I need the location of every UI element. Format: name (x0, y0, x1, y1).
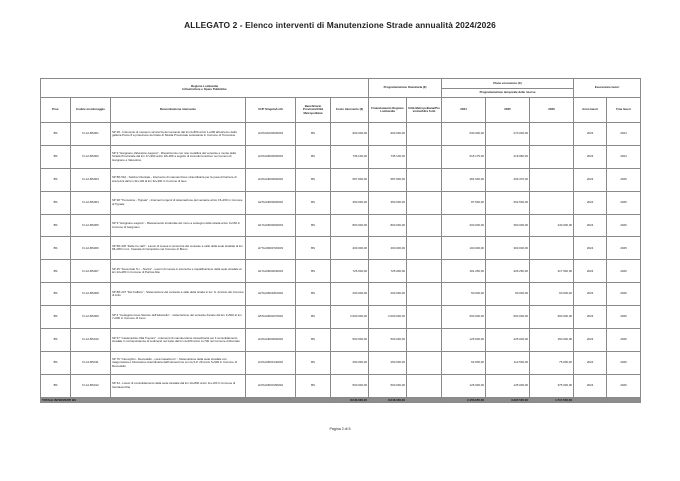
page-footer: Pagina 2 di 5 (329, 427, 351, 431)
cell-fine: 2026 (607, 214, 641, 237)
cell-cofinanziamento (407, 168, 442, 191)
table-row (41, 145, 641, 168)
cell-2024: 200.000,00 (442, 214, 486, 237)
cell-fine: 2025 (607, 191, 641, 214)
cell-beneficiario: BS (296, 283, 331, 306)
cell-2025: 270.000,00 (486, 123, 530, 146)
cell-codice: FI-12-BS005 (71, 214, 111, 237)
cell-finanziamento: 250.000,00 (369, 351, 407, 374)
cell-avvio: 2024 (574, 191, 607, 214)
cell-2024: 125.000,00 (442, 374, 486, 397)
cell-codice: FI-12-BS004 (71, 191, 111, 214)
cell-denominazione: SP BS 237 "Del Caffaro" - Sistemazione del versante a valle della strada in loc. S. Antonio del Comune di Anfo (111, 283, 246, 306)
cell-codice: FI-12-BS009 (71, 306, 111, 329)
cell-codice: FI-12-BS010 (71, 329, 111, 352)
cell-beneficiario: BS (296, 374, 331, 397)
cell-costo: 400.000,00 (331, 237, 369, 260)
cell-costo: 725.000,00 (331, 260, 369, 283)
cell-prov: BS (41, 351, 71, 374)
cell-codice: FI-12-BS012 (71, 374, 111, 397)
cell-finanziamento: 735.100,00 (369, 145, 407, 168)
cell-2026: 150.000,00 (530, 329, 574, 352)
cell-cup: H47H24000000002 (246, 329, 296, 352)
cell-finanziamento: 800.000,00 (369, 214, 407, 237)
cell-fine: 2026 (607, 374, 641, 397)
cell-denominazione: SP 64 - Lavori di consolidamento della sede stradale dal km 10+800 al km 11+100 in Comune di Verolavecchia (111, 374, 246, 397)
cell-fine: 2026 (607, 306, 641, 329)
totals-label: TOTALE INTERVENTI BS (41, 397, 331, 402)
interventions-table (40, 78, 641, 403)
cell-costo: 687.900,00 (331, 168, 369, 191)
table-row (41, 329, 641, 352)
cell-cofinanziamento (407, 123, 442, 146)
cell-cup: H27H23001810002 (246, 283, 296, 306)
cell-cup: H47H21000030003 (246, 123, 296, 146)
header-piano-economico: Piano economico (€) (442, 79, 574, 89)
cell-finanziamento: 2.000.000,00 (369, 306, 407, 329)
cell-avvio: 2024 (574, 283, 607, 306)
table-row (41, 306, 641, 329)
table-row (41, 260, 641, 283)
cell-finanziamento: 500.000,00 (369, 329, 407, 352)
cell-2026: 240.000,00 (530, 214, 574, 237)
cell-avvio: 2024 (574, 260, 607, 283)
cell-denominazione: SP 6 "Cedegolo-Cevo-Saviore dell'Adamello" - sistemazione del versante franato dal km 3+500 al km 7+000 in Comune di Cevo (111, 306, 246, 329)
cell-finanziamento: 687.900,00 (369, 168, 407, 191)
cell-avvio: 2024 (574, 237, 607, 260)
col-beneficiario: Beneficiario Provincia/Città Metropolitana (296, 98, 331, 123)
cell-2024: 125.000,00 (442, 329, 486, 352)
cell-codice: FI-12-BS001 (71, 123, 111, 146)
cell-finanziamento: 500.000,00 (369, 374, 407, 397)
cell-costo: 250.000,00 (331, 351, 369, 374)
cell-finanziamento: 725.000,00 (369, 260, 407, 283)
cell-2024: 181.250,00 (442, 260, 486, 283)
totals-cofinanziamento (407, 397, 442, 402)
col-2024: 2024 (442, 98, 486, 123)
cell-denominazione: SP BS 345 "Delle tre valli" - Lavori di messa in sicurezza del versante a valle della sede stradale al km 68+450 in loc. Cascata di Campolaro nel Comune di Breno (111, 237, 246, 260)
cell-2024: 50.000,00 (442, 283, 486, 306)
cell-2026: 217.500,00 (530, 260, 574, 283)
cell-2025: 219.950,00 (486, 145, 530, 168)
cell-prov: BS (41, 214, 71, 237)
cell-prov: BS (41, 283, 71, 306)
cell-cup: H47H23000140002 (246, 351, 296, 374)
cell-2026 (530, 237, 574, 260)
cell-denominazione: SP 28 - Intervento di messa in sicurezza del versante dal km 0+800 al km 1+200 all'estremo della galleria Ponte 8 a protezione del tratto di Strada Provinciale sottostante in Comune di Tremosine (111, 123, 246, 146)
cell-costo: 350.000,00 (331, 191, 369, 214)
cell-2024: 481.530,00 (442, 168, 486, 191)
cell-cup: H27H24000000002 (246, 191, 296, 214)
cell-avvio: 2024 (574, 374, 607, 397)
cell-cofinanziamento (407, 214, 442, 237)
cell-prov: BS (41, 237, 71, 260)
cell-denominazione: SP 67 "Castenedolo-Villa Trepont" - Interventi di manutenzione straordinaria per il consolidamento stradale in corrispondenza di cedimenti nel tratto dal km 4+000 al km 4+700 nel Comune di Rezzato (111, 329, 246, 352)
cell-avvio: 2024 (574, 351, 607, 374)
cell-costo: 2.000.000,00 (331, 306, 369, 329)
cell-fine: 2026 (607, 351, 641, 374)
cell-2025: 300.000,00 (486, 237, 530, 260)
cell-cofinanziamento (407, 374, 442, 397)
col-finanziamento: Finanziamento Regione Lombardia (369, 98, 407, 123)
table-row (41, 283, 641, 306)
header-ente (41, 79, 369, 98)
cell-2024: 100.000,00 (442, 237, 486, 260)
cell-cup: H47H23000150002 (246, 374, 296, 397)
cell-2024: 87.500,00 (442, 191, 486, 214)
cell-codice: FI-12-BS003 (71, 168, 111, 191)
cell-costo: 500.000,00 (331, 329, 369, 352)
cell-2025: 262.500,00 (486, 191, 530, 214)
header-ente-sub: Infrastrutture e Opere Pubbliche (182, 87, 227, 91)
cell-beneficiario: BS (296, 351, 331, 374)
cell-2024: 500.000,00 (442, 306, 486, 329)
col-2026: 2026 (530, 98, 574, 123)
cell-prov: BS (41, 329, 71, 352)
cell-cup: H77H23000720003 (246, 237, 296, 260)
cell-2025: 900.000,00 (486, 306, 530, 329)
cell-cofinanziamento (407, 329, 442, 352)
col-costo: Costo intervento (€) (331, 98, 369, 123)
cell-avvio: 2024 (574, 123, 607, 146)
cell-costo: 200.000,00 (331, 283, 369, 306)
cell-2025: 360.000,00 (486, 214, 530, 237)
totals-2026: 1.717.500,00 (530, 397, 574, 402)
cell-avvio: 2024 (574, 168, 607, 191)
cell-2025: 225.000,00 (486, 329, 530, 352)
cell-finanziamento: 900.000,00 (369, 123, 407, 146)
cell-fine: 2025 (607, 168, 641, 191)
cell-costo: 735.100,00 (331, 145, 369, 168)
cell-finanziamento: 400.000,00 (369, 237, 407, 260)
cell-prov: BS (41, 168, 71, 191)
cell-beneficiario: BS (296, 329, 331, 352)
cell-denominazione: SP 25 "Sovenzale S.I. - Nozza" - Lavori di messa in sicurezza e riqualificazione della sede stradale al km 22+280 in Comune di Pertica Alta (111, 260, 246, 283)
header-programmazione-finanziaria: Programmazione finanziaria (€) (369, 79, 442, 98)
table-row (41, 351, 641, 374)
table-row (41, 237, 641, 260)
cell-avvio: 2024 (574, 214, 607, 237)
cell-costo: 900.000,00 (331, 123, 369, 146)
cell-denominazione: SP 76 "Camoghini - Remedello - voca Casalmoro" - Sistemazione della sede stradale con risagomatura e bitumatura straordinaria dall'intersezione con la S.P. 29 al km 5+900 in Comune di Remedello (111, 351, 246, 374)
cell-fine: 2026 (607, 329, 641, 352)
totals-costo: 8.046.000,00 (331, 397, 369, 402)
col-2025: 2025 (486, 98, 530, 123)
cell-2026: 600.000,00 (530, 306, 574, 329)
cell-2024: 515.175,00 (442, 145, 486, 168)
cell-cofinanziamento (407, 260, 442, 283)
cell-avvio: 2024 (574, 145, 607, 168)
cell-avvio: 2024 (574, 329, 607, 352)
cell-prov: BS (41, 191, 71, 214)
table-row (41, 168, 641, 191)
cell-2025: 112.500,00 (486, 351, 530, 374)
cell-beneficiario: BS (296, 214, 331, 237)
col-cofinanziamento: Città Metropolitana/Pro vincia/Altre fonti (407, 98, 442, 123)
cell-2025: 90.000,00 (486, 283, 530, 306)
cell-costo: 800.000,00 (331, 214, 369, 237)
col-codice: Codice monitoraggio (71, 98, 111, 123)
header-ente-name: Regione Lombardia (191, 83, 218, 88)
col-cup: CUP Singolo/Lotti (246, 98, 296, 123)
cell-prov: BS (41, 260, 71, 283)
cell-cofinanziamento (407, 145, 442, 168)
cell-denominazione: SP 9 "Gargnano-Lagosù" - Risanamento strutturale del muro a sostegno della strada al km 0+150 in Comune di Gargnano (111, 214, 246, 237)
cell-fine: 2026 (607, 260, 641, 283)
cell-fine: 2025 (607, 237, 641, 260)
cell-beneficiario: BS (296, 123, 331, 146)
cell-beneficiario: BS (296, 237, 331, 260)
cell-denominazione: SP BS 510 - Sebina Orientale - Intervento di manutenzione straordinaria per la posa di barriere di sicurezza dal km 32+130 al km 32+300 in Comune di Iseo (111, 168, 246, 191)
table-body (41, 123, 641, 398)
cell-cofinanziamento (407, 237, 442, 260)
cell-2024: 630.000,00 (442, 123, 486, 146)
cell-fine: 2026 (607, 283, 641, 306)
cell-2026 (530, 168, 574, 191)
cell-2025: 125.000,00 (486, 374, 530, 397)
totals-fine (607, 397, 641, 402)
table-row (41, 191, 641, 214)
cell-cup: H57H23000270002 (246, 306, 296, 329)
totals-avvio (574, 397, 607, 402)
table-row (41, 123, 641, 146)
cell-fine: 2024 (607, 145, 641, 168)
totals-2024: 2.155.955,00 (442, 397, 486, 402)
cell-denominazione: SP 9 "Gargnano-Valvestino-Lagosù" - Rivestimento con rete metallica del versante a monte della Strada Provinciale dal km 17+900 al km 18+300 a seguito di incendio boschivo nei Comuni di Gargnano e Valvestino (111, 145, 246, 168)
cell-2026 (530, 123, 574, 146)
cell-cup: H17H23000000003 (246, 214, 296, 237)
cell-cup: H47H24000000002 (246, 168, 296, 191)
cell-2026 (530, 191, 574, 214)
cell-beneficiario: BS (296, 191, 331, 214)
cell-prov: BS (41, 306, 71, 329)
table-row (41, 374, 641, 397)
col-prov: Prov. (41, 98, 71, 123)
cell-codice: FI-12-BS006 (71, 237, 111, 260)
page-title: ALLEGATO 2 - Elenco interventi di Manutenzione Strade annualità 2024/2026 (184, 20, 496, 30)
cell-codice: FI-12-BS008 (71, 283, 111, 306)
cell-costo: 500.000,00 (331, 374, 369, 397)
cell-beneficiario: BS (296, 306, 331, 329)
cell-2026: 75.000,00 (530, 351, 574, 374)
table-row (41, 214, 641, 237)
cell-cofinanziamento (407, 191, 442, 214)
col-fine: Fine lavori (607, 98, 641, 123)
cell-2025: 326.250,00 (486, 260, 530, 283)
cell-cofinanziamento (407, 306, 442, 329)
cell-finanziamento: 200.000,00 (369, 283, 407, 306)
cell-fine: 2024 (607, 123, 641, 146)
col-avvio: Anno lavori (574, 98, 607, 123)
cell-2024: 62.500,00 (442, 351, 486, 374)
cell-codice: FI-12-BS002 (71, 145, 111, 168)
cell-cofinanziamento (407, 283, 442, 306)
cell-beneficiario: BS (296, 260, 331, 283)
header-programmazione-temporale: Programmazione temporale delle risorse (442, 89, 574, 98)
cell-codice: FI-12-BS011 (71, 351, 111, 374)
cell-2026: 60.000,00 (530, 283, 574, 306)
cell-cofinanziamento (407, 351, 442, 374)
col-denominazione: Denominazione intervento (111, 98, 246, 123)
cell-beneficiario: BS (296, 145, 331, 168)
header-esecuzione-lavori: Esecuzione lavori (574, 79, 641, 98)
totals-row (41, 397, 641, 402)
cell-prov: BS (41, 374, 71, 397)
cell-finanziamento: 350.000,00 (369, 191, 407, 214)
cell-2026: 375.000,00 (530, 374, 574, 397)
totals-finanziamento: 8.046.000,00 (369, 397, 407, 402)
cell-cup: H47H23000000003 (246, 145, 296, 168)
cell-2025: 206.370,00 (486, 168, 530, 191)
cell-beneficiario: BS (296, 168, 331, 191)
cell-2026 (530, 145, 574, 168)
cell-cup: H17H23000640003 (246, 260, 296, 283)
cell-avvio: 2024 (574, 306, 607, 329)
cell-prov: BS (41, 145, 71, 168)
totals-2025: 3.397.505,00 (486, 397, 530, 402)
cell-prov: BS (41, 123, 71, 146)
cell-denominazione: SP 38 "Tremosine - Tignale" - Interventi urgenti di sistemazione del versante al km 15+150 in Comune di Tignale (111, 191, 246, 214)
cell-codice: FI-12-BS007 (71, 260, 111, 283)
